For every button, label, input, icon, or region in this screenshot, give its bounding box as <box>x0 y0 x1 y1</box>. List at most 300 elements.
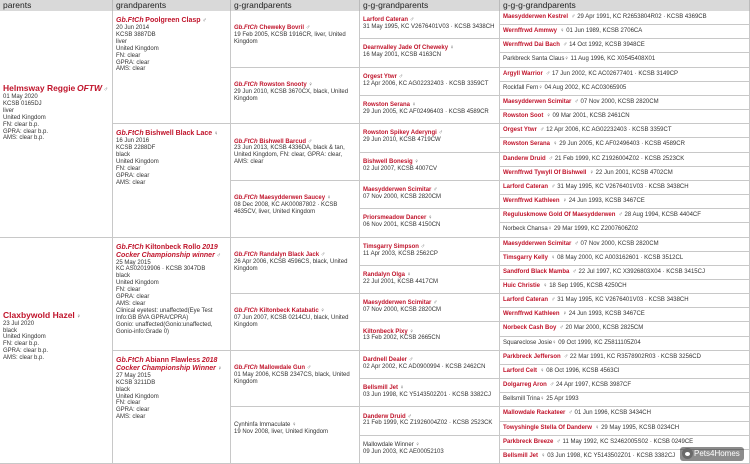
dog-detail: United Kingdom <box>3 334 46 341</box>
dog-detail: 12 Apr 2006, KC AG02232403 · KCSB 3359CT <box>363 80 489 87</box>
ggrandparents-cell <box>231 351 360 408</box>
sex-icon: ♀ <box>562 198 568 205</box>
dog-detail: United Kingdom <box>116 158 159 165</box>
dog-row <box>503 368 747 375</box>
dog-name-link[interactable]: Dardnell Dealer <box>363 356 408 363</box>
title-prefix: Gb.FtCh <box>116 356 144 364</box>
dog-detail: 25 Apr 1993 <box>546 396 579 403</box>
sex-icon: ♂ <box>551 183 556 190</box>
gggrandparents-cell <box>360 238 500 266</box>
dog-detail: 20 Jun 2014 <box>116 25 150 32</box>
dog-name-link[interactable]: Cynhinfa Immaculate <box>234 421 291 428</box>
sex-icon: ♂ <box>574 240 579 247</box>
dog-detail: 08 Dec 2008, KC AK00087802 · KCSB 4635CV, liver, United Kingdom <box>234 202 338 215</box>
grandparents-cell <box>113 238 231 351</box>
sex-icon: ♂ <box>398 73 404 80</box>
dog-detail: 26 Apr 2006, KCSB 4596CS, black, United Kingdom <box>234 258 348 272</box>
dog-detail: 11 Aug 1996, KC X0545408X01 <box>570 56 656 63</box>
dog-name-link[interactable]: Bellsmill Jet <box>503 452 539 459</box>
dog-detail: 27 May 2015 <box>116 372 151 379</box>
dog-name-link[interactable]: Reguluskmowe Gold Of Maesydderwen <box>503 212 616 219</box>
dog-row <box>503 198 747 205</box>
dog-name-link[interactable]: Danderw Druid <box>363 413 406 420</box>
dog-detail: 04 Aug 2002, KC AC03065905 <box>544 84 627 91</box>
title-prefix: Gb.FtCh <box>234 25 258 32</box>
g4-cell <box>500 223 750 237</box>
header-parents: parents <box>0 0 113 11</box>
dog-row <box>503 71 747 78</box>
dog-name-link[interactable]: Orgest Ytwr <box>503 127 537 134</box>
dog-detail: GPRA: clear b.p. <box>3 348 49 355</box>
gggrandparents-cell <box>360 68 500 96</box>
g4-cell <box>500 82 750 96</box>
dog-name-link[interactable]: Rowston Serana <box>363 102 411 109</box>
sex-icon: ♀ <box>449 45 455 52</box>
sex-icon: ♀ <box>589 169 594 176</box>
g4-cell <box>500 138 750 152</box>
dog-name-line <box>3 311 110 321</box>
sex-icon: ♂ <box>548 155 554 162</box>
g4-cell <box>500 25 750 39</box>
dog-detail: black <box>116 386 131 393</box>
dog-name-link[interactable]: Danderw Druid <box>503 155 546 162</box>
dog-name-link[interactable]: Timsgarry Simpson <box>363 243 419 250</box>
dog-row <box>503 156 747 163</box>
sex-icon: ♂ <box>556 438 561 445</box>
dog-detail: 25 May 2015 <box>116 259 151 266</box>
sex-icon: ♂ <box>320 251 326 258</box>
dog-detail: 16 Jun 2016 <box>116 138 150 145</box>
title-suffix: 2018 Cocker Championship Winner <box>116 356 218 372</box>
dog-name-link[interactable]: Maesydderwen Kestrel <box>503 14 569 20</box>
sex-icon: ♂ <box>433 187 438 194</box>
dog-name-link[interactable]: Orgest Ytwr <box>363 73 397 80</box>
dog-row <box>503 283 747 290</box>
sex-icon: ♂ <box>545 70 551 77</box>
title-prefix: Gb.FtCh <box>234 251 258 258</box>
dog-row <box>503 28 747 35</box>
sex-icon: ♂ <box>103 87 109 94</box>
dog-name-link[interactable]: Mallowdale Winner <box>363 441 414 448</box>
dog-row <box>503 184 747 191</box>
g4-cell <box>500 39 750 53</box>
dog-name-link[interactable]: Poolgreen Clasp <box>145 17 201 24</box>
dog-name-link[interactable]: Abiann Flawless <box>145 356 201 364</box>
sex-icon: ♀ <box>406 271 412 278</box>
dog-row <box>503 439 747 446</box>
dog-name-link[interactable]: Norbeck Cash Boy <box>503 325 557 332</box>
dog-name-link[interactable]: Wernffrwd Kathleen <box>503 311 560 318</box>
dog-detail: 01 Jun 1989, KCSB 2706CA <box>566 28 643 35</box>
dog-detail: GPRA: clear <box>116 294 150 301</box>
dog-name-link[interactable]: Maesydderwen Saucey <box>259 195 326 202</box>
sex-icon: ♂ <box>571 14 576 20</box>
dog-detail: 03 Jun 1998, KC Y5143502Z01 · KCSB 3382CJ <box>547 452 676 459</box>
dog-detail: 01 Jun 1996, KCSB 3434CH <box>574 410 651 417</box>
dog-name-line <box>234 252 357 259</box>
dog-detail: FN: clear <box>116 52 141 59</box>
dog-detail: AMS: clear <box>116 179 146 186</box>
sex-icon: ♂ <box>539 127 545 134</box>
dog-name-link[interactable]: Bishwell Bonesig <box>363 158 413 165</box>
title-prefix: Gb.FtCh <box>234 81 258 88</box>
gggrandparents-cell <box>360 266 500 294</box>
dog-detail: GPRA: clear <box>116 172 150 179</box>
ggrandparents-cell <box>231 407 360 464</box>
dog-detail: 21 Feb 1999, KC Z1926004Z02 · KCSB 2523CK <box>554 155 685 162</box>
title-prefix: Gb.FtCh <box>116 17 144 24</box>
dog-name-line <box>116 244 228 260</box>
sex-icon: ♀ <box>564 56 569 63</box>
dog-detail: 22 Jul 2001, KCSB 4417CM <box>363 278 439 285</box>
dog-name-link[interactable]: Mallowdale Rackateer <box>503 410 566 417</box>
dog-detail: 22 Jul 1997, KC X3926803X04 · KCSB 3415CJ <box>578 268 705 275</box>
dog-detail: 08 May 2000, KC A003162601 · KCSB 3512CL <box>557 254 684 261</box>
g4-cell <box>500 252 750 266</box>
dog-detail: KCSB 0165DJ <box>3 101 42 108</box>
dog-detail: 07 Nov 2000, KCSB 2820CM <box>580 240 659 247</box>
sex-icon: ♀ <box>320 308 325 315</box>
g4-cell <box>500 181 750 195</box>
sex-icon: ♂ <box>563 353 569 360</box>
dog-name-link[interactable]: Sandford Black Mamba <box>503 268 570 275</box>
sex-icon: ♂ <box>408 356 414 363</box>
dog-name-line <box>363 385 497 392</box>
g4-cell <box>500 167 750 181</box>
sex-icon: ♀ <box>414 158 419 165</box>
dog-detail: 29 Jun 2005, KC AF02496403 · KCSB 4589CR <box>559 141 685 148</box>
dog-row <box>503 325 747 332</box>
ggrandparents-cell <box>231 181 360 238</box>
dog-name-line <box>363 45 497 52</box>
dog-name-link[interactable]: Kiltonbeck Katabatic <box>259 308 319 315</box>
dog-name-link[interactable]: Larford Cateran <box>503 297 549 304</box>
g4-cell <box>500 11 750 25</box>
dog-detail: 21 Feb 1999, KC Z1926004Z02 · KCSB 2523CK <box>363 420 493 427</box>
dog-detail: 24 Jun 1993, KCSB 3467CE <box>568 198 645 205</box>
dog-name-line <box>234 308 357 315</box>
dog-detail: 07 Nov 2000, KCSB 2820CM <box>363 307 442 314</box>
dog-name-link[interactable]: Larford Cateran <box>503 183 549 190</box>
sex-icon: ♂ <box>551 297 556 304</box>
dog-row <box>503 382 747 389</box>
dog-row <box>503 255 747 262</box>
g4-cell <box>500 68 750 82</box>
dog-name-link[interactable]: Squareclose Josie <box>503 339 553 346</box>
gggrandparents-cell <box>360 96 500 124</box>
dog-name-line <box>363 215 497 222</box>
dog-name-line <box>363 272 497 279</box>
dog-detail: 31 May 1995, KC V2676401V03 · KCSB 3438CH <box>557 297 689 304</box>
dog-name-link[interactable]: Mallowdale Gun <box>259 365 306 372</box>
dog-name-link[interactable]: Bishwell Barcud <box>259 138 307 145</box>
header-g-g-g-grandparents: g-g-g-grandparents <box>500 0 750 11</box>
dog-name-link[interactable]: Cheweky Bovril <box>259 25 305 32</box>
sex-icon: ♂ <box>559 325 564 332</box>
g4-cell <box>500 308 750 322</box>
dog-name-link[interactable]: Randalyn Olga <box>363 271 406 278</box>
dog-name-link[interactable]: Wernffrwd Ammwy <box>503 28 558 35</box>
sex-icon: ♀ <box>540 367 545 374</box>
g4-cell <box>500 322 750 336</box>
dog-name-link[interactable]: Parkbreck Santa Claus <box>503 56 565 63</box>
dog-name-line <box>116 17 228 25</box>
sex-icon: ♀ <box>415 441 420 448</box>
dog-name-link[interactable]: Randalyn Black Jack <box>259 251 320 258</box>
gggrandparents-cell <box>360 436 500 464</box>
gggrandparents-cell <box>360 11 500 39</box>
sex-icon: ♀ <box>538 84 543 91</box>
dog-name-line <box>363 300 497 307</box>
dog-name-link[interactable]: Rowston Serana <box>503 141 551 148</box>
grandparents-cell <box>113 124 231 237</box>
dog-name-line <box>234 422 357 429</box>
dog-detail: 24 Jun 1993, KCSB 3467CE <box>568 311 645 318</box>
dog-detail: 09 Jun 2003, KC AE00052103 <box>363 448 444 455</box>
sex-icon: ♀ <box>217 365 223 372</box>
title-prefix: Gb.FtCh <box>234 365 258 372</box>
g4-cell <box>500 195 750 209</box>
dog-detail: 29 May 1995, KCSB 0234CH <box>601 424 680 431</box>
grandparents-cell <box>113 351 231 464</box>
dog-name-link[interactable]: Dearnvalley Jade Of Cheweky <box>363 45 449 52</box>
dog-row <box>503 354 747 361</box>
dog-row <box>503 14 747 21</box>
dog-name-link[interactable]: Helmsway Reggie <box>3 83 76 94</box>
dog-name-link[interactable]: Maesydderwen Scimitar <box>503 240 572 247</box>
title-suffix: 2019 Cocker Championship winner <box>116 243 218 259</box>
dog-row <box>503 410 747 417</box>
parents-cell <box>0 238 113 464</box>
sex-icon: ♀ <box>541 452 546 459</box>
dog-row <box>503 170 747 177</box>
sex-icon: ♂ <box>433 300 438 307</box>
sex-icon: ♀ <box>594 424 600 431</box>
dog-row <box>503 99 747 106</box>
g4-cell <box>500 266 750 280</box>
dog-name-line <box>363 414 497 421</box>
dog-name-link[interactable]: Kiltonbeck Pixy <box>363 328 408 335</box>
dog-detail: 11 May 1992, KC S2462005S02 · KCSB 0249CE <box>562 438 694 445</box>
dog-detail: FN: clear b.p. <box>3 121 40 128</box>
dog-detail: 07 Jun 2007, KCSB 0214CU, black, United Kingdom <box>234 315 349 329</box>
sex-icon: ♀ <box>399 385 405 392</box>
dog-name-link[interactable]: Towyshingle Stella Of Danderw <box>503 424 592 431</box>
dog-row <box>503 85 747 92</box>
dog-detail: AMS: clear b.p. <box>3 355 45 362</box>
dog-detail: AMS: clear b.p. <box>3 135 45 142</box>
sex-icon: ♀ <box>409 328 414 335</box>
dog-detail: 08 Oct 1996, KCSB 4563CI <box>546 367 620 374</box>
dog-name-line <box>3 84 110 94</box>
dog-name-link[interactable]: Wernffrwd Kathleen <box>503 198 560 205</box>
dog-name-link[interactable]: Huic Christie <box>503 282 541 289</box>
sex-icon: ♂ <box>568 410 573 417</box>
sex-icon: ♂ <box>438 130 443 137</box>
sex-icon: ♂ <box>216 252 221 259</box>
sex-icon: ♂ <box>572 268 577 275</box>
dog-name-link[interactable]: Maesydderwen Scimitar <box>363 187 432 194</box>
dog-detail: black <box>116 152 131 159</box>
sex-icon: ♀ <box>213 131 219 138</box>
dog-detail: FN: clear <box>116 165 141 172</box>
dog-name-link[interactable]: Rowston Spikey Aderyngi <box>363 130 437 137</box>
pets4homes-watermark: Pets4Homes <box>680 447 744 461</box>
dog-detail: FN: clear <box>116 400 141 407</box>
title-prefix: Gb.FtCh <box>234 195 258 202</box>
sex-icon: ♀ <box>562 311 568 318</box>
g4-cell <box>500 422 750 436</box>
g4-cell <box>500 407 750 421</box>
g4-cell <box>500 209 750 223</box>
dog-name-line <box>363 187 497 194</box>
dog-name-link[interactable]: Larford Cateran <box>363 17 409 24</box>
sex-icon: ♀ <box>543 282 548 289</box>
ggrandparents-cell <box>231 11 360 68</box>
dog-name-link[interactable]: Kiltonbeck Rollo <box>145 243 201 251</box>
sex-icon: ♂ <box>574 98 579 105</box>
dog-name-line <box>363 159 497 166</box>
dog-name-line <box>234 82 357 89</box>
dog-name-link[interactable]: Rockfall Fern <box>503 84 539 91</box>
dog-name-line <box>363 442 497 449</box>
dog-row <box>503 127 747 134</box>
dog-detail: 13 Feb 2002, KCSB 2665CN <box>363 335 441 342</box>
parents-cell <box>0 11 113 238</box>
dog-detail: KCSB 3887DB <box>116 31 156 38</box>
dog-detail: 24 Apr 1997, KCSB 3987CF <box>555 382 631 389</box>
dog-name-link[interactable]: Wernffrwd Dai Bach <box>503 42 560 49</box>
dog-row <box>503 340 747 347</box>
dog-name-link[interactable]: Larford Celt <box>503 367 538 374</box>
dog-detail: 23 Jul 2020 <box>3 320 35 327</box>
dog-row <box>503 241 747 248</box>
sex-icon: ♂ <box>420 243 426 250</box>
header-g-grandparents: g-grandparents <box>231 0 360 11</box>
g4-cell <box>500 53 750 67</box>
gggrandparents-cell <box>360 39 500 67</box>
dog-detail: 16 May 2001, KCSB 4163CN <box>363 52 442 59</box>
dog-detail: 09 Oct 1999, KC Z5811105Z04 <box>558 339 641 346</box>
dog-name-link[interactable]: Maesydderwen Scimitar <box>503 98 572 105</box>
dog-name-link[interactable]: Bellsmill Trina <box>503 396 541 403</box>
sex-icon: ♂ <box>202 18 207 24</box>
dog-detail: liver <box>3 107 15 114</box>
title-prefix: Gb.FtCh <box>234 308 258 315</box>
dog-name-link[interactable]: Dolgarreg Aron <box>503 382 547 389</box>
sex-icon: ♀ <box>547 226 553 233</box>
dog-name-line <box>234 139 357 146</box>
dog-detail: GPRA: clear <box>116 407 150 414</box>
dog-detail: 29 Jun 2005, KC AF02496403 · KCSB 4589CR <box>363 108 489 115</box>
dog-detail: 03 Jun 1998, KC Y5143502Z01 · KCSB 3382CJ <box>363 392 491 399</box>
dog-row <box>503 113 747 120</box>
dog-name-line <box>363 357 497 364</box>
dog-name-link[interactable]: Wernffrwd Tywyll Of Bishwell <box>503 169 587 176</box>
sex-icon: ♀ <box>428 215 433 222</box>
paw-icon <box>682 448 693 459</box>
dog-row <box>503 56 747 63</box>
ggrandparents-cell <box>231 124 360 181</box>
dog-name-line <box>363 329 497 336</box>
g4-cell <box>500 351 750 365</box>
dog-detail: 22 Jun 2001, KCSB 4702CM <box>595 169 673 176</box>
dog-detail: AMS: clear <box>116 414 146 421</box>
title-prefix: Gb.FtCh <box>116 130 144 138</box>
dog-detail: 28 Aug 1994, KCSB 4404CF <box>624 212 701 219</box>
dog-detail: Clinical eyetest: unaffected(Eye Test Info:GB BVA GPRA/CPRA) <box>116 307 213 321</box>
dog-row <box>503 269 747 276</box>
dog-name-link[interactable]: Priorsmeadow Dancer <box>363 215 427 222</box>
dog-row <box>503 425 747 432</box>
gggrandparents-cell <box>360 124 500 152</box>
dog-detail: KC AS02019906 · KCSB 3047DB <box>116 266 206 273</box>
sex-icon: ♀ <box>540 396 545 403</box>
dog-detail: black <box>3 327 18 334</box>
sex-icon: ♀ <box>76 313 81 320</box>
dog-detail: 01 May 2020 <box>3 94 38 101</box>
dog-name-link[interactable]: Parkbreck Jefferson <box>503 353 561 360</box>
dog-name-link[interactable]: Bellsmill Jet <box>363 385 399 392</box>
g4-cell <box>500 365 750 379</box>
dog-name-link[interactable]: Parkbreck Breeze <box>503 438 554 445</box>
sex-icon: ♂ <box>618 212 623 219</box>
sex-icon: ♀ <box>546 113 551 120</box>
dog-detail: United Kingdom <box>116 280 159 287</box>
g4-cell <box>500 124 750 138</box>
dog-detail: 23 Jun 2013, KCSB 4336DA, black & tan, United Kingdom, FN: clear, GPRA: clear, AMS: clear <box>234 145 345 166</box>
dog-name-line <box>363 102 497 109</box>
title-prefix: Gb.FtCh <box>116 243 144 251</box>
dog-detail: GPRA: clear b.p. <box>3 128 49 135</box>
dog-name-line <box>234 25 357 32</box>
dog-name-link[interactable]: Rowston Snooty <box>259 81 307 88</box>
dog-detail: United Kingdom <box>3 114 46 121</box>
dog-detail: black <box>116 273 131 280</box>
gggrandparents-cell <box>360 153 500 181</box>
dog-name-link[interactable]: Rowston Soot <box>503 113 544 120</box>
sex-icon: ♀ <box>553 141 558 148</box>
title-prefix: Gb.FtCh <box>234 138 258 145</box>
dog-name-link[interactable]: Timsgarry Kelly <box>503 254 548 261</box>
dog-row <box>503 212 747 219</box>
g4-cell <box>500 379 750 393</box>
dog-detail: 17 Jun 2002, KC AC02677401 · KCSB 3149CP <box>551 70 679 77</box>
dog-name-link[interactable]: Argyll Warrior <box>503 70 543 77</box>
g4-cell <box>500 110 750 124</box>
dog-detail: Gonio: unaffected(Gonio:unaffected, Gonio-info:Grade 0) <box>116 321 213 335</box>
dog-name-line <box>116 357 228 373</box>
dog-name-line <box>363 74 497 81</box>
g4-cell <box>500 238 750 252</box>
dog-name-link[interactable]: Maesydderwen Scimitar <box>363 300 432 307</box>
dog-detail: 14 Oct 1992, KCSB 3948CE <box>569 42 645 49</box>
dog-detail: 02 Jul 2007, KCSB 4007CV <box>363 165 438 172</box>
gggrandparents-cell <box>360 407 500 435</box>
dog-detail: 29 Jun 2010, KCSB 4719CW <box>363 137 441 144</box>
dog-name-link[interactable]: Bishwell Black Lace <box>145 130 213 138</box>
ggrandparents-cell <box>231 68 360 125</box>
grandparents-cell <box>113 11 231 124</box>
g4-cell <box>500 153 750 167</box>
dog-detail: 07 Nov 2000, KCSB 2820CM <box>363 193 442 200</box>
dog-detail: KCSB 3211DB <box>116 379 156 386</box>
dog-detail: 31 May 1995, KC V2676401V03 · KCSB 3438CH <box>557 183 689 190</box>
dog-name-link[interactable]: Claxbywold Hazel <box>3 309 75 320</box>
g4-cell <box>500 96 750 110</box>
dog-name-link[interactable]: Norbeck Chansa <box>503 226 548 233</box>
ggrandparents-cell <box>231 238 360 295</box>
